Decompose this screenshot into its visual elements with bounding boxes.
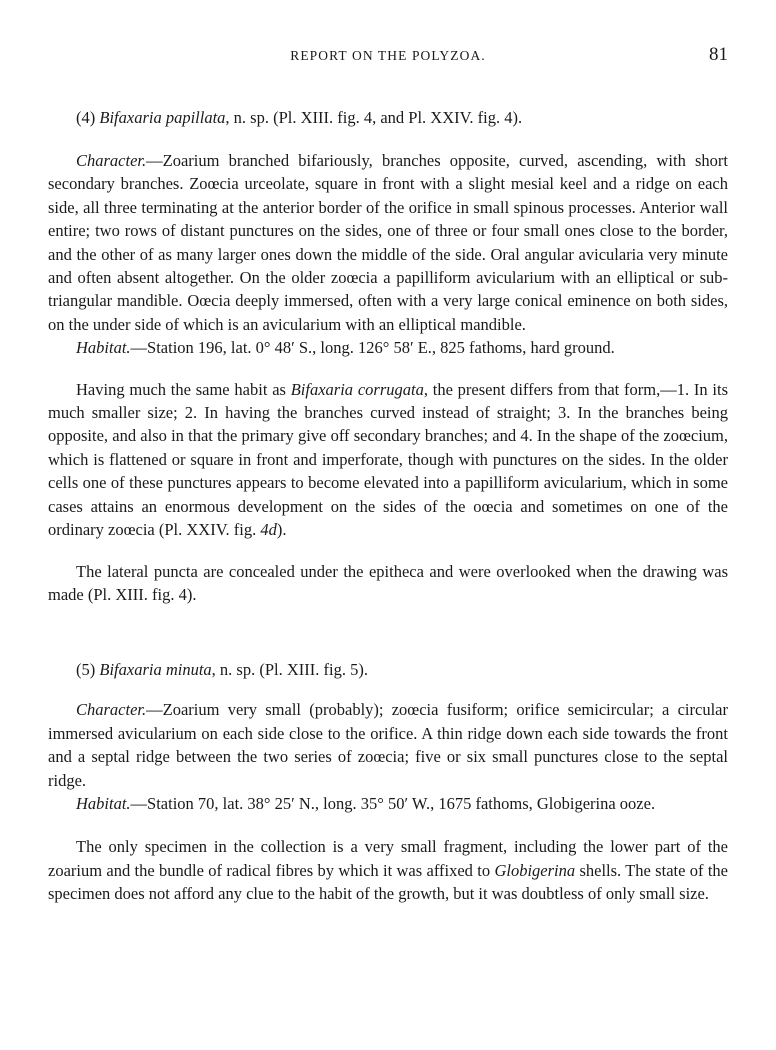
species-heading-rest: , n. sp. (Pl. XIII. fig. 5). [211,660,368,680]
discussion-italic: Bifaxaria corrugata [290,379,424,399]
page-number: 81 [709,44,728,65]
discussion-paragraph-4b [48,560,728,607]
running-head [48,42,728,72]
species-heading-5 [48,658,728,682]
species-name: Bifaxaria minuta [99,660,212,680]
habitat-paragraph-5 [48,792,728,815]
discussion-text: , the present differs from that form,—1. In its much smaller size; 2. In having the branches curved instead of straight; 3. In the branches being opposite, and also in that the primary give off secondary branches; and 4. In the shape of the zoœcium, which is flattened or square in front and imperforate, though with punctures on the sides. In the older cells one of these punctures appears to become elevated into a papilliform avicularium, which in some cases attains an enormous development on the sides of the oœcia and sometimes on one of the ordinary zoœcia (Pl. XXIV. fig. [48,379,728,540]
species-heading-rest: , n. sp. (Pl. XIII. fig. 4, and Pl. XXIV. fig. 4). [225,108,523,127]
habitat-label: Habitat. [76,338,131,358]
running-head-title: REPORT ON THE POLYZOA. [290,48,486,63]
habitat-text: —Station 70, lat. 38° 25′ N., long. 35° 50′ W., 1675 fathoms, Globigerina ooze. [130,793,656,813]
character-paragraph-5 [48,698,728,792]
species-number: (4) [76,108,96,127]
character-text: —Zoarium branched bifariously, branches opposite, curved, ascending, with short secondary branches. Zoœcia urceolate, square in front with a slight mesial keel and a ridge on each side, all three terminating at the anterior border of the orifice in small spinous processes. Anterior wall entire; two rows of distant punctures on the sides, one of three or four small ones close to the border, and the other of as many larger ones down the middle of the side. Oral angular avicularia very minute and often absent altogether. On the older zoœcia a papilliform avicularium with an elliptical or sub-triangular mandible. Oœcia deeply immersed, often with a very large conical eminence on both sides, on the under side of which is an avicularium with an elliptical mandible. [48,151,728,334]
character-text: —Zoarium very small (probably); zoœcia fusiform; orifice semicircular; a circular immersed avicularium on each side close to the orifice. A thin ridge down each side towards the front and a septal ridge between the two series of zoœcia; five or six small punctures close to the septal ridge. [48,700,728,790]
character-label: Character. [76,151,147,170]
discussion-text: The only specimen in the collection is a very small fragment, including the lower part of the zoarium and the bundle of radical fibres by which it was affixed to [48,837,728,880]
species-heading-4 [48,106,728,130]
discussion-text: shells. The state of the specimen does not afford any clue to the habit of the growth, but it was doubtless of only small size. [48,860,728,904]
page [48,42,728,906]
habitat-text: —Station 196, lat. 0° 48′ S., long. 126° 58′ E., 825 fathoms, hard ground. [130,338,615,358]
discussion-text: Having much the same habit as [76,379,291,399]
discussion-italic: Globigerina [494,860,576,880]
discussion-text: The lateral puncta are concealed under the epitheca and were overlooked when the drawing was made (Pl. XIII. fig. 4). [48,561,728,604]
species-number: (5) [76,660,96,680]
discussion-paragraph-5 [48,835,728,905]
discussion-paragraph-4a [48,378,728,542]
character-label: Character. [76,700,147,720]
discussion-text: ). [276,520,287,540]
species-name: Bifaxaria papillata [99,108,226,127]
habitat-paragraph-4 [48,336,728,359]
discussion-italic: 4d [260,520,277,540]
habitat-label: Habitat. [76,793,131,813]
character-paragraph-4 [48,149,728,336]
